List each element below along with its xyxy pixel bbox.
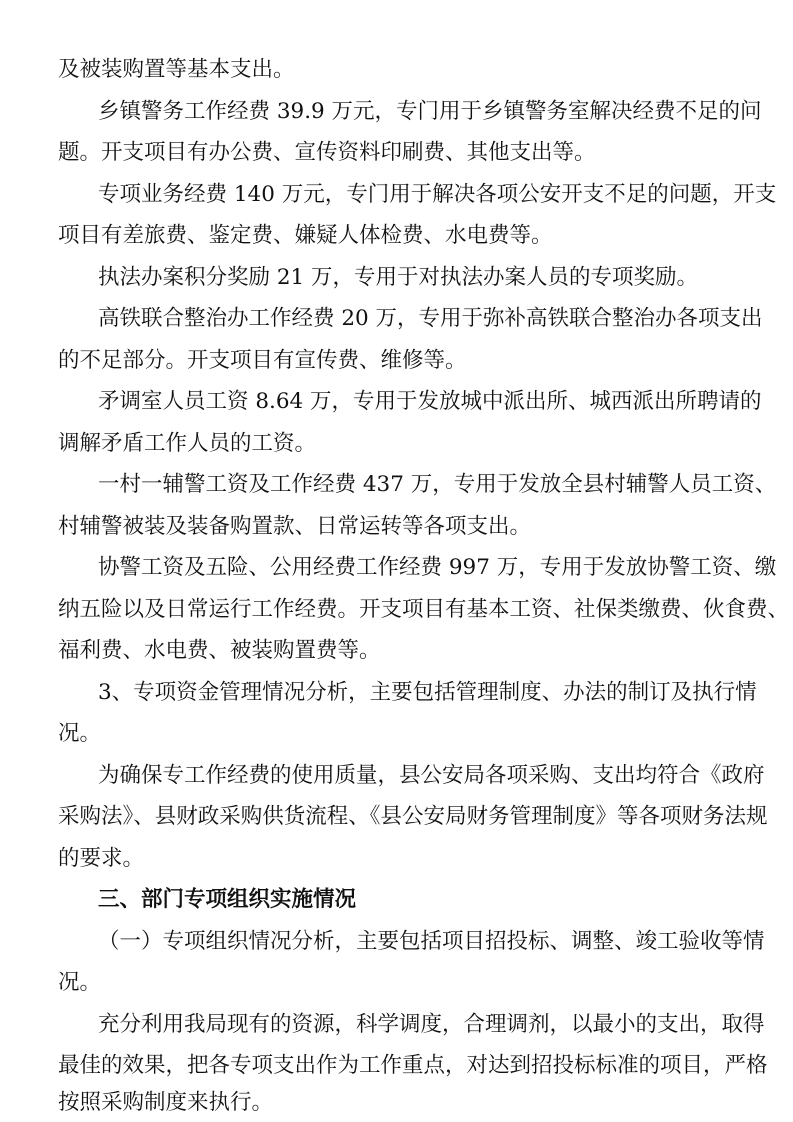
paragraph-line: 充分利用我局现有的资源，科学调度，合理调剂，以最小的支出，取得 [98, 1012, 765, 1037]
text-line: 福利费、水电费、被装购置费等。 [58, 638, 381, 663]
text-line: 况。 [58, 970, 102, 995]
text-line: 纳五险以及日常运行工作经费。开支项目有基本工资、社保类缴费、伙食费、 [58, 597, 790, 622]
paragraph-line: 执法办案积分奖励 21 万，专用于对执法办案人员的专项奖励。 [98, 265, 699, 290]
text-line: 项目有差旅费、鉴定费、嫌疑人体检费、水电费等。 [58, 223, 553, 248]
paragraph-line: 3、专项资金管理情况分析，主要包括管理制度、办法的制订及执行情 [98, 680, 757, 705]
text-line: 按照采购制度来执行。 [58, 1090, 274, 1115]
text-line: 及被装购置等基本支出。 [58, 57, 295, 82]
section-heading: 三、部门专项组织实施情况 [98, 887, 357, 912]
paragraph-line: 一村一辅警工资及工作经费 437 万，专用于发放全县村辅警人员工资、 [98, 472, 777, 497]
text-line: 况。 [58, 721, 102, 746]
paragraph-line: 高铁联合整治办工作经费 20 万，专用于弥补高铁联合整治办各项支出 [98, 306, 763, 331]
text-line: 采购法》、县财政采购供货流程、《县公安局财务管理制度》等各项财务法规 [58, 804, 768, 829]
text-line: 题。开支项目有办公费、宣传资料印刷费、其他支出等。 [58, 140, 596, 165]
text-line: 的不足部分。开支项目有宣传费、维修等。 [58, 348, 467, 373]
paragraph-line: 为确保专工作经费的使用质量，县公安局各项采购、支出均符合《政府 [98, 763, 765, 788]
paragraph-line: 协警工资及五险、公用经费工作经费 997 万，专用于发放协警工资、缴 [98, 555, 777, 580]
text-line: 村辅警被装及装备购置款、日常运转等各项支出。 [58, 514, 532, 539]
text-line: 调解矛盾工作人员的工资。 [58, 431, 317, 456]
paragraph-line: （一）专项组织情况分析，主要包括项目招投标、调整、竣工验收等情 [98, 929, 765, 954]
paragraph-line: 乡镇警务工作经费 39.9 万元，专门用于乡镇警务室解决经费不足的问 [98, 99, 762, 124]
paragraph-line: 矛调室人员工资 8.64 万，专用于发放城中派出所、城西派出所聘请的 [98, 389, 762, 414]
text-line: 的要求。 [58, 846, 145, 871]
text-line: 最佳的效果，把各专项支出作为工作重点，对达到招投标标准的项目，严格 [58, 1053, 768, 1078]
paragraph-line: 专项业务经费 140 万元，专门用于解决各项公安开支不足的问题，开支 [98, 182, 777, 207]
